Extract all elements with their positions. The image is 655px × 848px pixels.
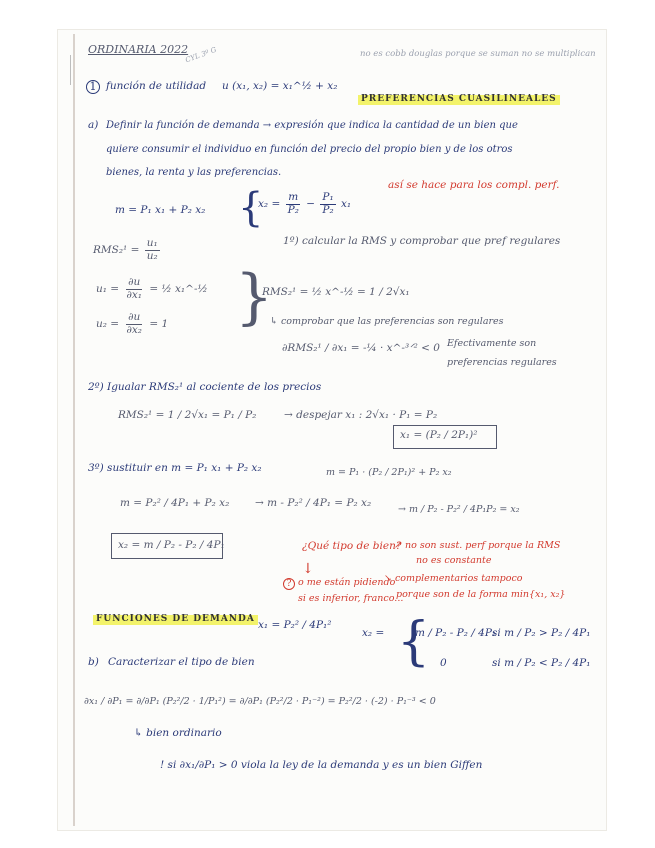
giffen-note: ! si ∂x₁/∂P₁ > 0 viola la ley de la demanda y es un bien Giffen <box>160 759 483 771</box>
u2-lhs: u₂ = <box>96 318 120 331</box>
step3-sub3: → m - P₂² / 4P₁ = P₂ x₂ <box>255 497 372 509</box>
demand-brace: { <box>397 612 431 672</box>
red-note-3b: si es inferior, franco... <box>298 593 404 604</box>
part-b-text: Caracterizar el tipo de bien <box>108 656 255 668</box>
highlight-cuasilineales: PREFERENCIAS CUASILINEALES <box>358 95 560 105</box>
den: ∂x₂ <box>126 323 143 336</box>
demand-case1-cond: si m / P₂ > P₂ / 4P₁ <box>492 627 591 639</box>
u1-rhs: = ½ x₁^-½ <box>149 283 208 296</box>
num: ∂u <box>128 311 141 323</box>
brace-2: } <box>235 262 274 332</box>
conclusion-1: Efectivamente son <box>447 338 537 349</box>
red-question: ¿Qué tipo de bien? <box>302 540 402 552</box>
x2-tail: x₁ <box>341 198 352 211</box>
red-answer-1: ↗ no son sust. perf porque la RMS <box>394 540 561 551</box>
red-answer-2: ↘ complementarios tampoco <box>384 573 523 584</box>
u1-lhs: u₁ = <box>96 283 120 296</box>
frac <box>124 312 144 336</box>
num: ∂u <box>128 276 141 288</box>
x2-result: x₂ = m / P₂ - P₂ / 4P₁ <box>118 539 225 551</box>
check-text: ↳ comprobar que las preferencias son regulares <box>270 316 504 327</box>
part-a-line2: quiere consumir el individuo en función del precio del propio bien y de los otros <box>106 144 513 155</box>
part-b-label: b) <box>88 656 99 668</box>
rms-lhs: RMS₂¹ = <box>93 244 140 257</box>
ordinary-good: ↳ bien ordinario <box>134 727 222 739</box>
u2-def <box>96 312 168 336</box>
den: P₂ <box>322 203 334 216</box>
scribble: CYL 3º G <box>184 45 218 65</box>
x2-formula: x₂ = $\frac{m}{\text{P₂}}$ − $\frac{\text{P₁}}{\text{P₂}}$ x₁ <box>258 191 352 216</box>
page-title: ORDINARIA 2022 <box>88 43 189 56</box>
rms-def <box>93 238 162 262</box>
utility-label: función de utilidad <box>106 80 207 92</box>
red-note-3: o me están pidiendo <box>298 577 396 588</box>
x2-lhs: x₂ = <box>258 198 281 211</box>
x1-demand: x₁ = P₂² / 4P₁² <box>258 619 332 631</box>
demand-case1: m / P₂ - P₂ / 4P₁ <box>415 627 497 639</box>
frac <box>145 238 160 262</box>
den: u₂ <box>146 249 158 262</box>
step3-sub4: → m / P₂ - P₂² / 4P₁P₂ = x₂ <box>398 504 520 515</box>
brace: { <box>238 185 264 231</box>
u1-def <box>96 277 208 301</box>
step2-text: 2º) Igualar RMS₂¹ al cociente de los precios <box>88 381 322 393</box>
den: P₂ <box>287 203 299 216</box>
num: P₁ <box>322 191 334 203</box>
demand-case2-cond: si m / P₂ < P₂ / 4P₁ <box>492 657 591 669</box>
u2-rhs: = 1 <box>149 318 169 331</box>
rms-result: RMS₂¹ = ½ x^-½ = 1 / 2√x₁ <box>262 286 410 298</box>
part-a-line3: bienes, la renta y las preferencias. <box>106 167 282 178</box>
margin-note: no es cobb douglas porque se suman no se multiplican <box>360 49 596 59</box>
red-arrow-down: ↓ <box>302 561 314 577</box>
num: m <box>288 191 299 203</box>
part-a-line1: Definir la función de demanda → expresión que indica la cantidad de un bien que <box>106 120 518 131</box>
highlight-demand: FUNCIONES DE DEMANDA <box>93 615 258 625</box>
x2-demand-label: x₂ = <box>362 627 385 639</box>
red-answer-1b: no es constante <box>416 555 492 566</box>
frac <box>320 192 335 216</box>
conclusion-2: preferencias regulares <box>447 357 557 368</box>
utility-expression: u (x₁, x₂) = x₁^½ + x₂ <box>222 80 338 92</box>
step1-text: 1º) calcular la RMS y comprobar que pref regulares <box>283 235 561 247</box>
red-answer-2b: porque son de la forma min{x₁, x₂} <box>396 589 566 600</box>
step3-text: 3º) sustituir en m = P₁ x₁ + P₂ x₂ <box>88 462 262 474</box>
part-a-label: a) <box>88 119 99 131</box>
margin-line <box>73 34 75 826</box>
step3-sub1: m = P₁ · (P₂ / 2P₁)² + P₂ x₂ <box>326 467 452 478</box>
red-note-compl: así se hace para los compl. perf. <box>388 179 560 191</box>
frac <box>286 192 301 216</box>
frac <box>124 277 144 301</box>
demand-case2: 0 <box>440 657 447 669</box>
step2-equation: RMS₂¹ = 1 / 2√x₁ = P₁ / P₂ <box>118 409 257 421</box>
red-circle-mark: ? <box>283 578 295 590</box>
step3-sub2: m = P₂² / 4P₁ + P₂ x₂ <box>120 497 230 509</box>
rms-derivative: ∂RMS₂¹ / ∂x₁ = -¼ · x^-³ᐟ² < 0 <box>282 342 440 354</box>
x1-result: x₁ = (P₂ / 2P₁)² <box>400 429 478 441</box>
part-b-derivative: ∂x₁ / ∂P₁ = ∂/∂P₁ (P₂²/2 · 1/P₁²) = ∂/∂P₁ (P₂²/2 · P₁⁻²) = P₂²/2 · (-2) · P₁⁻³ < 0 <box>84 696 436 707</box>
num: u₁ <box>146 237 158 249</box>
budget-constraint: m = P₁ x₁ + P₂ x₂ <box>115 204 206 216</box>
step2-solve: → despejar x₁ : 2√x₁ · P₁ = P₂ <box>284 409 438 421</box>
margin-mark <box>70 55 71 85</box>
problem-number: 1 <box>86 80 100 94</box>
den: ∂x₁ <box>126 288 143 301</box>
